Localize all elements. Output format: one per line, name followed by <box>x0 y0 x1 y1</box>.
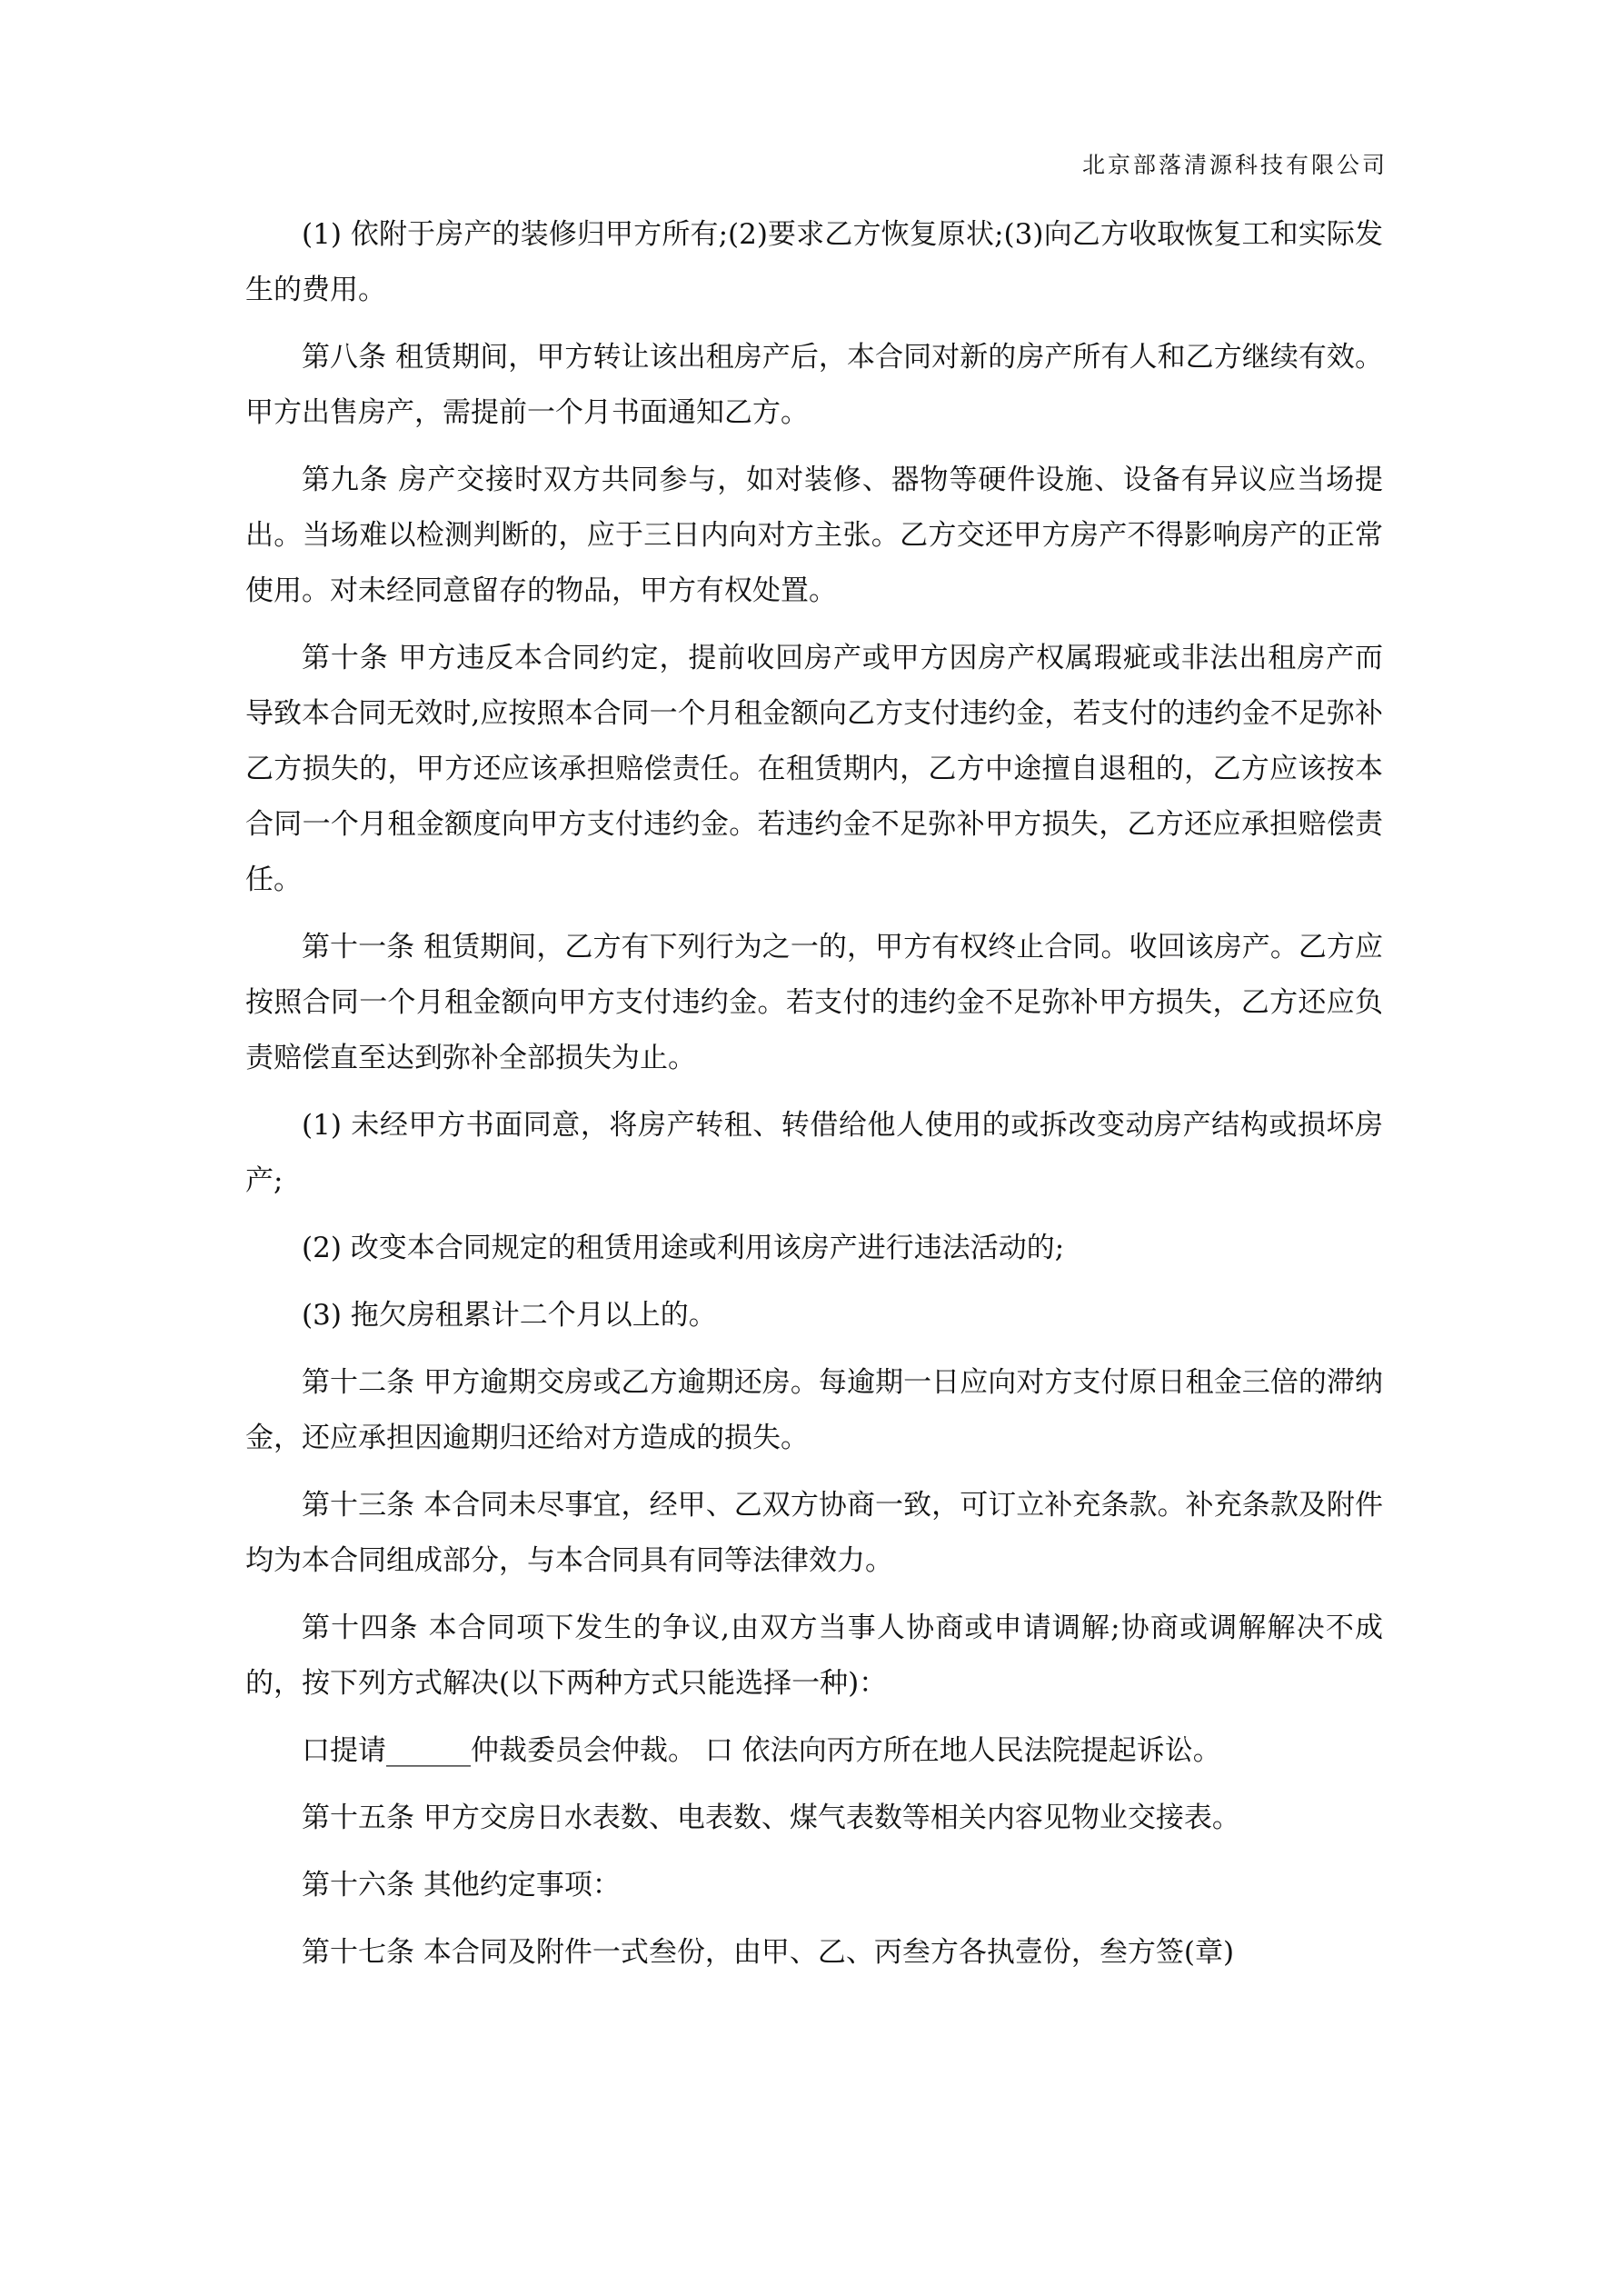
article-9: 第九条 房产交接时双方共同参与，如对装修、器物等硬件设施、设备有异议应当场提出。当场难以检测判断的，应于三日内向对方主张。乙方交还甲方房产不得影响房产的正常使用。对未经同意留存的物品，甲方有权处置。 <box>245 464 1383 607</box>
article-12: 第十二条 甲方逾期交房或乙方逾期还房。每逾期一日应向对方支付原日租金三倍的滞纳金，还应承担因逾期归还给对方造成的损失。 <box>245 1366 1383 1454</box>
article-11-item-2: (2) 改变本合同规定的租赁用途或利用该房产进行违法活动的; <box>302 1232 1065 1264</box>
article-13: 第十三条 本合同未尽事宜，经甲、乙双方协商一致，可订立补充条款。补充条款及附件均为本合同组成部分，与本合同具有同等法律效力。 <box>245 1489 1383 1577</box>
contract-body <box>245 207 1383 1992</box>
article-8: 第八条 租赁期间，甲方转让该出租房产后，本合同对新的房产所有人和乙方继续有效。甲方出售房产，需提前一个月书面通知乙方。 <box>245 341 1383 429</box>
company-header: 北京部落清源科技有限公司 <box>1081 152 1388 178</box>
article-15: 第十五条 甲方交房日水表数、电表数、煤气表数等相关内容见物业交接表。 <box>302 1802 1240 1834</box>
article-11-item-3: (3) 拖欠房租累计二个月以上的。 <box>302 1299 717 1332</box>
article-14: 第十四条 本合同项下发生的争议,由双方当事人协商或申请调解;协商或调解解决不成的，按下列方式解决(以下两种方式只能选择一种)： <box>245 1612 1383 1700</box>
article-11-item-1: (1) 未经甲方书面同意，将房产转租、转借给他人使用的或拆改变动房产结构或损坏房产; <box>245 1109 1383 1197</box>
article-17: 第十七条 本合同及附件一式叁份，由甲、乙、丙叁方各执壹份，叁方签(章) <box>302 1936 1235 1969</box>
dispute-resolution-options: 口提请______仲裁委员会仲裁。 口 依法向丙方所在地人民法院提起诉讼。 <box>302 1734 1221 1767</box>
clause-restoration-options: (1) 依附于房产的装修归甲方所有;(2)要求乙方恢复原状;(3)向乙方收取恢复工和实际发生的费用。 <box>245 218 1383 306</box>
article-11: 第十一条 租赁期间，乙方有下列行为之一的，甲方有权终止合同。收回该房产。乙方应按照合同一个月租金额向甲方支付违约金。若支付的违约金不足弥补甲方损失，乙方还应负责赔偿直至达到弥补全部损失为止。 <box>245 931 1383 1074</box>
article-16: 第十六条 其他约定事项： <box>302 1869 621 1902</box>
article-10: 第十条 甲方违反本合同约定，提前收回房产或甲方因房产权属瑕疵或非法出租房产而 导致本合同无效时,应按照本合同一个月租金额向乙方支付违约金，若支付的违约金不足弥补乙方损失的，甲方还应该承担赔偿责任。在租赁期内，乙方中途擅自退租的，乙方应该按本合同一个月租金额度向甲方支付违约金。若违约金不足弥补甲方损失，乙方还应承担赔偿责任。 <box>245 642 1383 896</box>
